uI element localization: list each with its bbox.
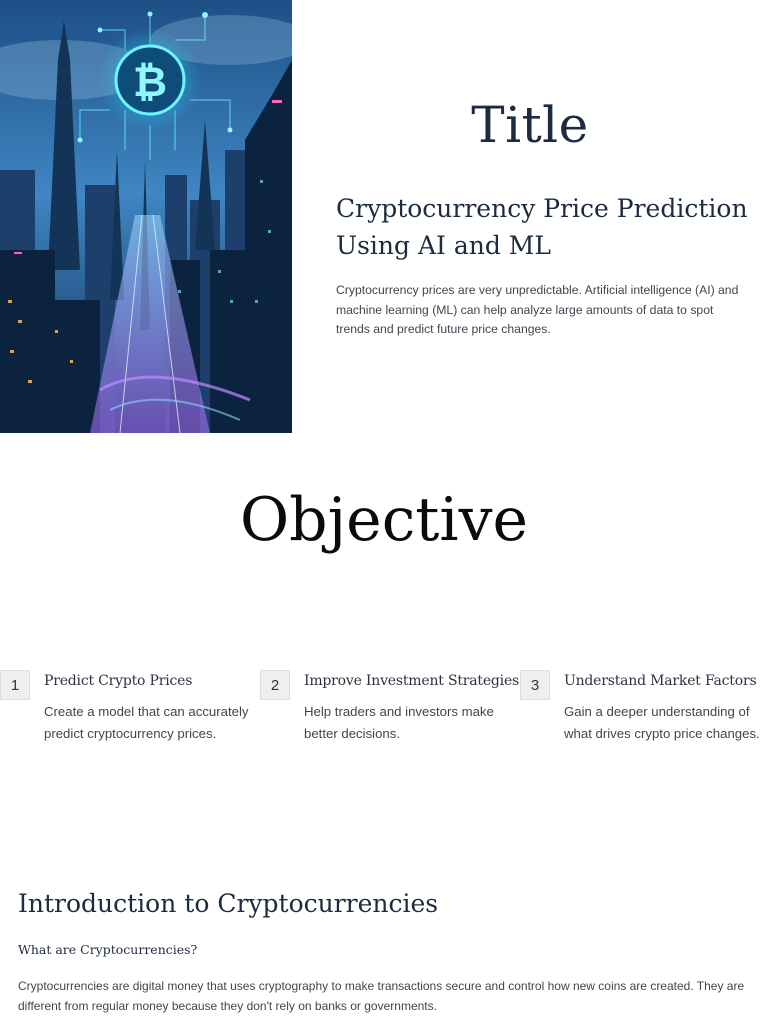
step-title: Improve Investment Strategies bbox=[304, 673, 520, 689]
step-description: Create a model that can accurately predict cryptocurrency prices. bbox=[44, 704, 249, 741]
introduction-heading: Introduction to Cryptocurrencies bbox=[18, 889, 439, 918]
slide-title-heading: Title bbox=[471, 96, 589, 154]
step-number-badge: 2 bbox=[260, 670, 290, 700]
step-description: Gain a deeper understanding of what drives crypto price changes. bbox=[564, 704, 760, 741]
step-description: Help traders and investors make better decisions. bbox=[304, 704, 494, 741]
hero-image bbox=[0, 0, 292, 433]
step-number-badge: 3 bbox=[520, 670, 550, 700]
step-title: Understand Market Factors bbox=[564, 673, 757, 689]
objective-heading: Objective bbox=[239, 485, 529, 555]
slide-intro-text: Cryptocurrency prices are very unpredictable. Artificial intelligence (AI) and machine learning (ML) can help analyze large amounts of data to spot trends and predict future price changes. bbox=[336, 283, 739, 336]
introduction-text: Cryptocurrencies are digital money that uses cryptography to make transactions secure and control how new coins are created. They are different from regular money because they don't rely on banks or governments. bbox=[18, 979, 745, 1013]
step-title: Predict Crypto Prices bbox=[44, 673, 193, 689]
slide-subtitle: Cryptocurrency Price Prediction Using AI and ML bbox=[336, 194, 748, 260]
step-number-badge: 1 bbox=[0, 670, 30, 700]
introduction-subheading: What are Cryptocurrencies? bbox=[18, 942, 198, 957]
svg-text:₿: ₿ bbox=[132, 57, 168, 106]
